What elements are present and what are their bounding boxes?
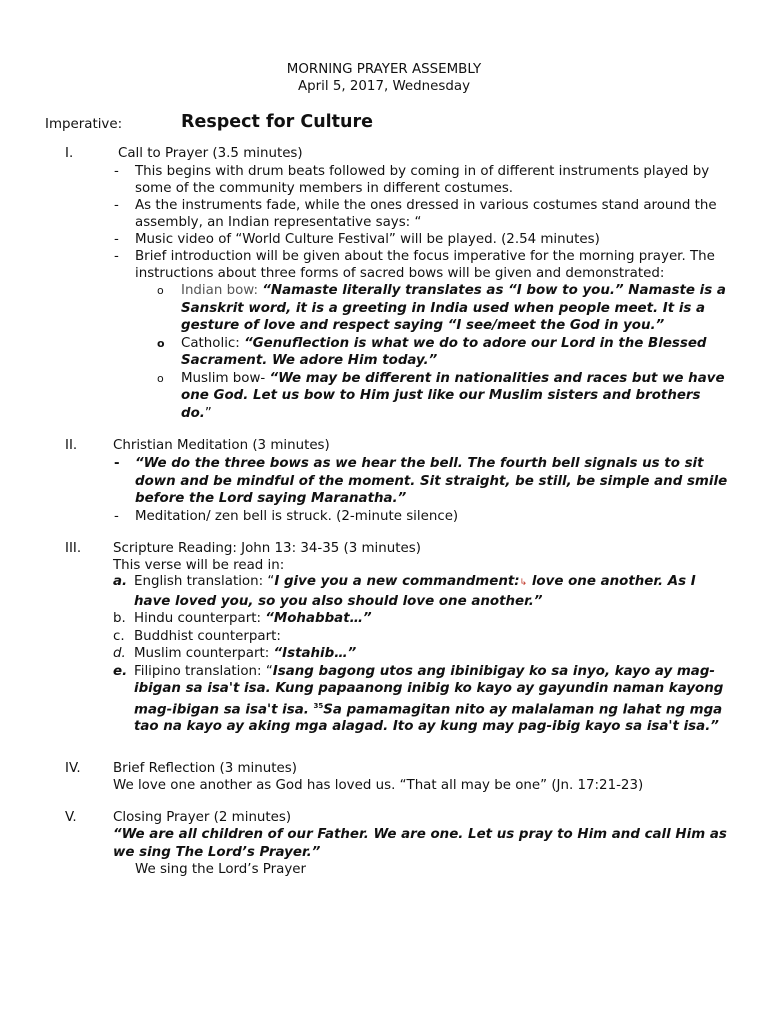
list-item: - Music video of “World Culture Festival” will be played. (2.54 minutes) [110, 231, 730, 248]
section-3-number: III. [65, 541, 82, 556]
document-date: April 5, 2017, Wednesday [297, 79, 470, 94]
document-title: MORNING PRAYER ASSEMBLY [286, 62, 482, 77]
imperative-label: Imperative: [45, 117, 123, 132]
list-item: - Meditation/ zen bell is struck. (2-minute silence) [110, 508, 730, 525]
translation-item-filipino: e. Filipino translation: “Isang bagong utos ang ibinibigay ko sa inyo, kayo ay mag-ibigan sa isa't isa. Kung papaanong inibig ko kayo ay gayundin naman kayong mag-ibigan sa isa't isa. $^{35}$Sa pamamagitan nito ay malalaman ng lahat ng mga tao na kayo ay aking mga alagad. Ito ay kung may pag-ibig kayo sa isa't isa.” [113, 663, 724, 735]
section-4-number: IV. [65, 761, 81, 776]
section-2-title: Christian Meditation (3 minutes) [113, 438, 330, 453]
list-item: - As the instruments fade, while the ones dressed in various costumes stand around the assembly, an Indian representative says: “ [110, 197, 730, 231]
translation-item-hindu: b. Hindu counterpart: “Mohabbat…” [113, 611, 372, 626]
section-1-number: I. [65, 146, 74, 161]
translation-item-english: a. English translation: “I give you a new commandment:↳ love one another. As I have loved you, so you also should love one another.” [113, 574, 696, 609]
section-2-list [110, 455, 730, 525]
list-item: - Brief introduction will be given about the focus imperative for the morning prayer. The instructions about three forms of sacred bows will be given and demonstrated: o Indian bow: “Namaste literally translates as “I bow to you.” Namaste is a Sanskrit word, it is a greeting in India used when people meet. It is a gesture of love and respect saying “I see/meet the God in you.” o Catholic: “Genuflection is what we do to adore our Lord in the Blessed Sacrament. We adore Him today.” o Muslim bow- “We may be different in nationalities and races but we have one God. Let us bow to Him just like our Muslim sisters and brothers do.” [110, 248, 730, 422]
section-4-title: Brief Reflection (3 minutes) [113, 761, 297, 776]
bow-item-catholic: o Catholic: “Genuflection is what we do to adore our Lord in the Blessed Sacrament. We adore Him today.” [135, 335, 730, 370]
imperative-value: Respect for Culture [181, 112, 373, 132]
section-4-text: We love one another as God has loved us. “That all may be one” (Jn. 17:21-23) [113, 778, 644, 793]
bow-item-indian: o Indian bow: “Namaste literally translates as “I bow to you.” Namaste is a Sanskrit word, it is a greeting in India used when people meet. It is a gesture of love and respect saying “I see/meet the God in you.” [135, 282, 730, 335]
bow-list [135, 282, 730, 422]
list-item: - “We do the three bows as we hear the bell. The fourth bell signals us to sit down and be mindful of the moment. Sit straight, be still, be simple and smile before the Lord saying Maranatha.” [110, 455, 730, 508]
section-5-title: Closing Prayer (2 minutes) [113, 810, 292, 825]
list-item: - This begins with drum beats followed by coming in of different instruments played by some of the community members in different costumes. [110, 163, 730, 197]
bow-item-muslim: o Muslim bow- “We may be different in nationalities and races but we have one God. Let us bow to Him just like our Muslim sisters and brothers do.” [135, 370, 730, 423]
section-5-number: V. [65, 810, 77, 825]
translation-list [113, 573, 728, 736]
section-3-intro: This verse will be read in: [113, 558, 285, 573]
translation-item-buddhist: c. Buddhist counterpart: [113, 628, 281, 644]
section-1-list [110, 163, 730, 422]
section-3-title: Scripture Reading: John 13: 34-35 (3 minutes) [113, 541, 421, 556]
section-5-text: We sing the Lord’s Prayer [135, 862, 307, 877]
translation-item-muslim: d. Muslim counterpart: “Istahib…” [113, 646, 357, 661]
section-5-quote: “We are all children of our Father. We are one. Let us pray to Him and call Him as we sing The Lord’s Prayer.” [113, 827, 727, 860]
section-2-number: II. [65, 438, 78, 453]
section-1-title: Call to Prayer (3.5 minutes) [118, 146, 303, 161]
